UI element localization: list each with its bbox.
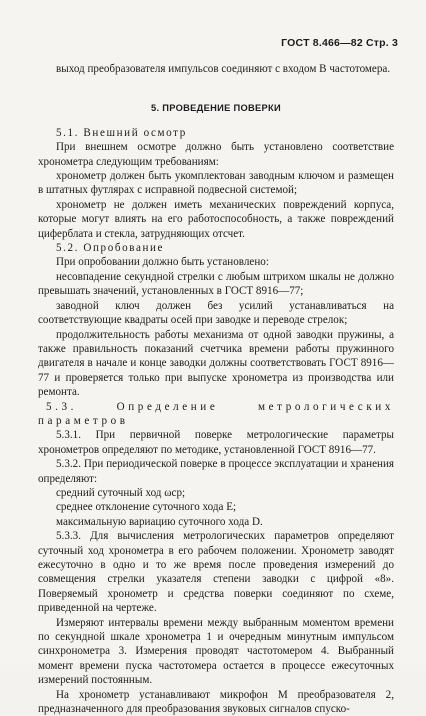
paragraph: Измеряют интервалы времени между выбранным моментом времени по секундной шкале хронометра 1 и очередным минутным импульсом синхронометра 3. Измерения проводят частотомером 4. Выбранный момент времени пуска частотомера остается в процессе ежесуточных измерений постоянным.	[38, 616, 394, 687]
page-content	[38, 62, 394, 716]
paragraph: хронометр не должен иметь механических повреждений корпуса, которые могут влиять на его работоспособность, а также повреждений циферблата и стекла, затрудняющих отсчет.	[38, 198, 394, 240]
page-header: ГОСТ 8.466—82 Стр. 3	[281, 37, 398, 49]
paragraph: 5.3.2. При периодической поверке в процессе эксплуатации и хранения определяют:	[38, 458, 394, 485]
paragraph: заводной ключ должен без усилий устанавливаться на соответствующие квадраты осей при заводке и переводе стрелок;	[38, 299, 394, 327]
paragraph: несовпадение секундной стрелки с любым штрихом шкалы не должно превышать значений, установленных в ГОСТ 8916—77;	[38, 270, 394, 298]
subsection-heading: 5.3. Определение метрологических параметров	[38, 400, 394, 427]
subsection-heading: 5.1. Внешний осмотр	[56, 126, 187, 139]
paragraph: На хронометр устанавливают микрофон M преобразователя 2, предназначенного для преобразования звуковых сигналов спуско-	[38, 688, 394, 716]
section-title: 5. ПРОВЕДЕНИЕ ПОВЕРКИ	[151, 103, 281, 114]
paragraph: хронометр должен быть укомплектован заводным ключом и размещен в штатных футлярах с исправной подвесной системой;	[38, 170, 394, 197]
paragraph: продолжительность работы механизма от одной заводки пружины, а также правильность показаний счетчика времени работы пружинного двигателя в начале и конце заводки должны соответствовать ГОСТ 8916—77 и проверяется только при выпуске хронометра из производства или ремонта.	[38, 328, 394, 399]
paragraph: При внешнем осмотре должно быть установлено соответствие хронометра следующим требованиям:	[38, 141, 394, 168]
paragraph: При опробовании должно быть установлено:	[56, 256, 269, 269]
subsection-heading: 5.2. Опробование	[56, 242, 165, 255]
paragraph: 5.3.1. При первичной поверке метрологические параметры хронометров определяют по методике, установленной ГОСТ 8916—77.	[38, 429, 394, 456]
list-item: среднее отклонение суточного хода E;	[56, 501, 237, 514]
paragraph: 5.3.3. Для вычисления метрологических параметров определяют суточный ход хронометра в его рабочем положении. Хронометр заводят ежесуточно в одно и то же время после проведения измерений до совмещения стрелки указателя степени заводки с цифрой «8». Поверяемый хронометр и средства поверки соединяют по схеме, приведенной на чертеже.	[38, 530, 394, 615]
list-item: максимальную вариацию суточного хода D.	[56, 515, 263, 528]
paragraph: выход преобразователя импульсов соединяют с входом В частотомера.	[56, 63, 391, 75]
list-item: средний суточный ход ωср;	[56, 486, 186, 499]
